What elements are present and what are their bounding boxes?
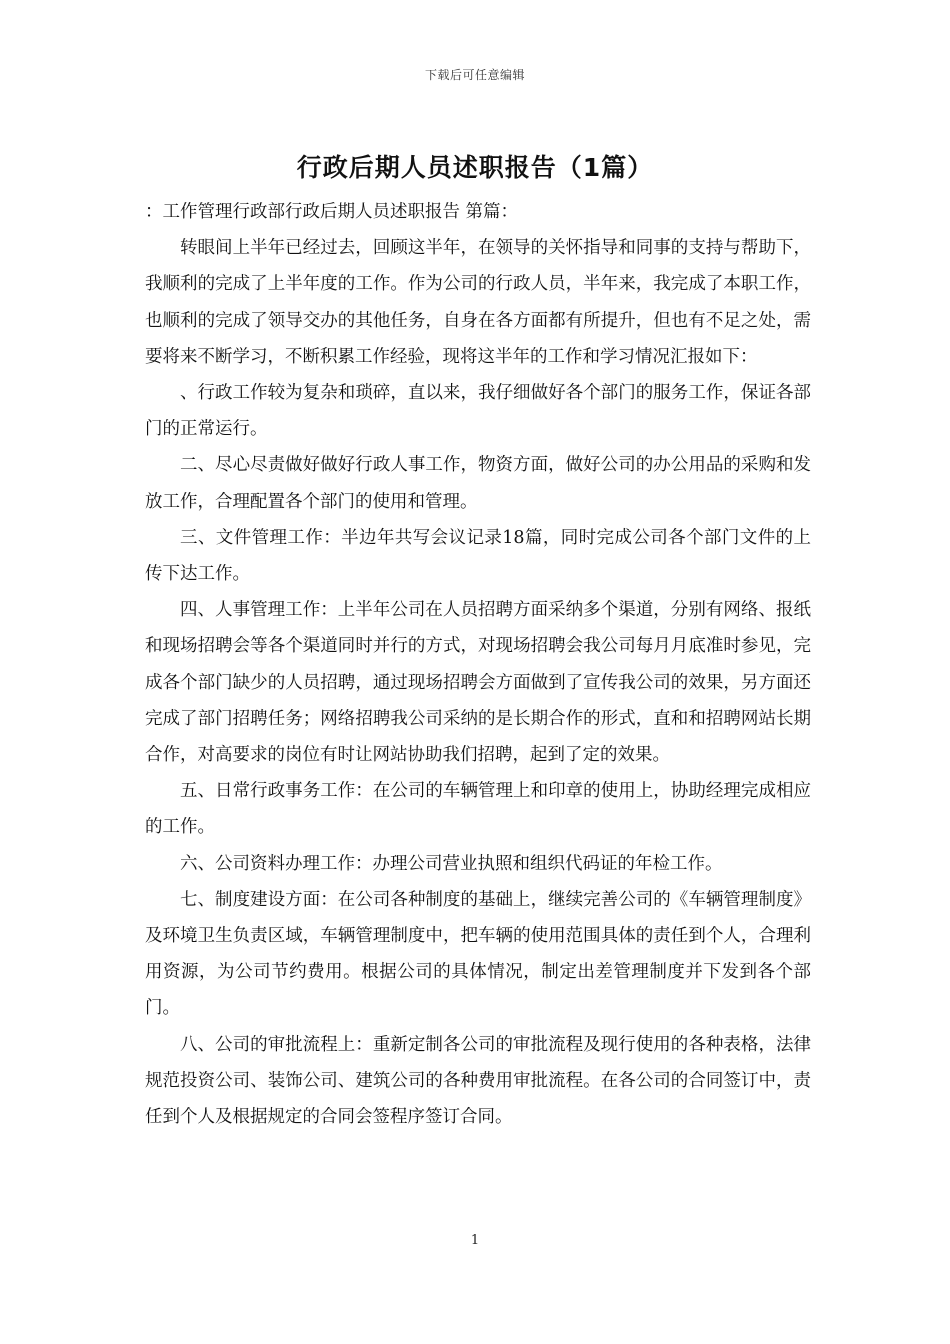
paragraph-item-3: 三、文件管理工作：半边年共写会议记录18篇，同时完成公司各个部门文件的上传下达工作。 — [145, 527, 811, 585]
document-title: 行政后期人员述职报告（1篇） — [296, 153, 654, 182]
paragraph-item-2: 二、尽心尽责做好做好行政人事工作，物资方面，做好公司的办公用品的采购和发放工作，合理配置各个部门的使用和管理。 — [145, 455, 811, 512]
paragraph-item-8: 八、公司的审批流程上：重新定制各公司的审批流程及现行使用的各种表格，法律规范投资公司、装饰公司、建筑公司的各种费用审批流程。在各公司的合同签订中，责任到个人及根据规定的合同会签程序签订合同。 — [145, 1034, 811, 1128]
paragraph-item-1: 、行政工作较为复杂和琐碎，直以来，我仔细做好各个部门的服务工作，保证各部门的正常运行。 — [145, 383, 811, 440]
paragraph-item-4: 四、人事管理工作：上半年公司在人员招聘方面采纳多个渠道，分别有网络、报纸和现场招聘会等各个渠道同时并行的方式，对现场招聘会我公司每月月底准时参见，完成各个部门缺少的人员招聘，通过现场招聘会方面做到了宣传我公司的效果，另方面还完成了部门招聘任务；网络招聘我公司采纳的是长期合作的形式，直和和招聘网站长期合作，对高要求的岗位有时让网站协助我们招聘，起到了定的效果。 — [145, 600, 811, 766]
paragraph-item-7: 七、制度建设方面：在公司各种制度的基础上，继续完善公司的《车辆管理制度》及环境卫生负责区域，车辆管理制度中，把车辆的使用范围具体的责任到个人，合理利用资源，为公司节约费用。根据公司的具体情况，制定出差管理制度并下发到各个部门。 — [145, 889, 811, 1019]
page-number: 1 — [470, 1233, 480, 1248]
page-header-note: 下载后可任意编辑 — [424, 68, 525, 82]
paragraph-item-5: 五、日常行政事务工作：在公司的车辆管理上和印章的使用上，协助经理完成相应的工作。 — [145, 781, 811, 838]
paragraph-intro: 转眼间上半年已经过去，回顾这半年，在领导的关怀指导和同事的支持与帮助下，我顺利的完成了上半年度的工作。作为公司的行政人员，半年来，我完成了本职工作，也顺利的完成了领导交办的其他任务，自身在各方面都有所提升，但也有不足之处，需要将来不断学习，不断积累工作经验，现将这半年的工作和学习情况汇报如下： — [145, 238, 811, 367]
document-subtitle: ：工作管理行政部行政后期人员述职报告 第篇： — [145, 202, 519, 222]
paragraph-item-6: 六、公司资料办理工作：办理公司营业执照和组织代码证的年检工作。 — [180, 853, 723, 874]
document-body — [145, 194, 811, 1135]
